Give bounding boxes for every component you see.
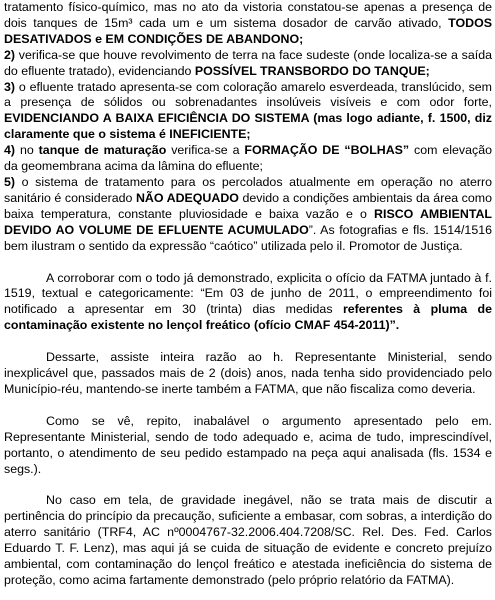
list-item-2: [4, 48, 492, 80]
item-4-text-b: verifica-se a: [166, 143, 245, 158]
item-5-bold-b: RISCO AMBIENTAL DEVIDO AO VOLUME DE EFLUENTE ACUMULADO: [4, 206, 492, 237]
intro-text: tratamento físico-químico, mas no ato da vistoria constatou-se apenas a presença de dois tanques de 15m³ cada um e um sistema dosador de carvão ativado,: [4, 0, 492, 30]
item-3-bold: EVIDENCIANDO A BAIXA EFICIÊNCIA DO SISTEMA (mas logo adiante, f. 1500, diz claramente que o sistema é INEFICIENTE;: [4, 111, 492, 142]
item-2-number: 2): [4, 47, 16, 62]
item-5-bold-a: NÃO ADEQUADO: [135, 190, 239, 205]
paragraph-conclusion: No caso em tela, de gravidade inegável, não se trata mais de discutir a pertinência do princípio da precaução, suficiente a embasar, com sobras, a interdição do aterro sanitário (TRF4, AC nº0004767-32.2006.404.7208/SC. Rel. Des. Fed. Carlos Eduardo T. F. Lenz), mas aqui já se cuida de situação de evidente e concreto prejuízo ambiental, com contaminação do lençol freático e atestada ineficiência do sistema de proteção, como acima fartamente demonstrado (pelo próprio relatório da FATMA).: [4, 493, 492, 587]
paragraph-intro: [4, 0, 492, 48]
item-4-bold-a: tanque de maturação: [38, 143, 167, 158]
paragraph-spacer: [4, 334, 492, 350]
item-4-text-a: no: [15, 143, 39, 158]
fatma-text: A corroborar com o todo já demonstrado, explicita o ofício da FATMA juntado à f. 1519, textual e categoricamente: “Em 03 de junho de 2011, o empreendimento foi notificado a apresentar em 30 (trinta) dias medidas: [4, 270, 492, 317]
item-3-number: 3): [4, 79, 16, 94]
item-4-number: 4): [4, 143, 16, 158]
item-4-text-c: com elevação da geomembrana acima da lâmina do efluente;: [4, 143, 492, 174]
list-item-3: [4, 80, 492, 144]
paragraph-argument: Como se vê, repito, inabalável o argumento apresentado pelo em. Representante Ministerial, sendo de todo adequado e, acima de tudo, imprescindível, portanto, o atendimento de seu pedido estampado na peça aqui analisada (fls. 1534 e segs.).: [4, 413, 492, 476]
item-5-number: 5): [4, 174, 16, 189]
item-2-bold: POSSÍVEL TRANSBORDO DO TANQUE;: [194, 63, 430, 78]
paragraph-fatma-letter: [4, 271, 492, 335]
paragraph-spacer: [4, 255, 492, 271]
paragraph-spacer: [4, 477, 492, 493]
item-5-text-b: devido a condições ambientais da área como baixa temperatura, constante pluviosidade e baixa vazão e o: [4, 190, 492, 221]
item-5-text-a: o sistema de tratamento para os percolados atualmente em operação no aterro sanitário é considerado: [4, 174, 492, 205]
list-item-5: [4, 175, 492, 255]
intro-bold: TODOS DESATIVADOS e EM CONDIÇÕES DE ABANDONO;: [4, 15, 492, 46]
list-item-4: [4, 143, 492, 175]
item-2-text: verifica-se que houve revolvimento de terra na face sudeste (onde localiza-se a saída do efluente tratado), evidenciando: [4, 47, 492, 78]
paragraph-spacer: [4, 398, 492, 414]
item-3-text: o efluente tratado apresenta-se com coloração amarelo esverdeada, translúcido, sem a presença de sólidos ou sobrenadantes insolúveis visíveis e com odor forte,: [4, 79, 492, 110]
item-4-bold-b: FORMAÇÃO DE “BOLHAS”: [244, 143, 410, 158]
fatma-bold: referentes à pluma de contaminação existente no lençol freático (ofício CMAF 454-2011)”.: [4, 302, 492, 333]
item-5-text-c: ”. As fotografias e fls. 1514/1516 bem ilustram o sentido da expressão “caótico” utilizada pelo il. Promotor de Justiça.: [4, 222, 492, 253]
paragraph-dessarte: Dessarte, assiste inteira razão ao h. Representante Ministerial, sendo inexplicável que, passados mais de 2 (dois) anos, nada tenha sido providenciado pelo Município-réu, mantendo-se inerte também a FATMA, que não fiscaliza como deveria.: [4, 350, 492, 396]
